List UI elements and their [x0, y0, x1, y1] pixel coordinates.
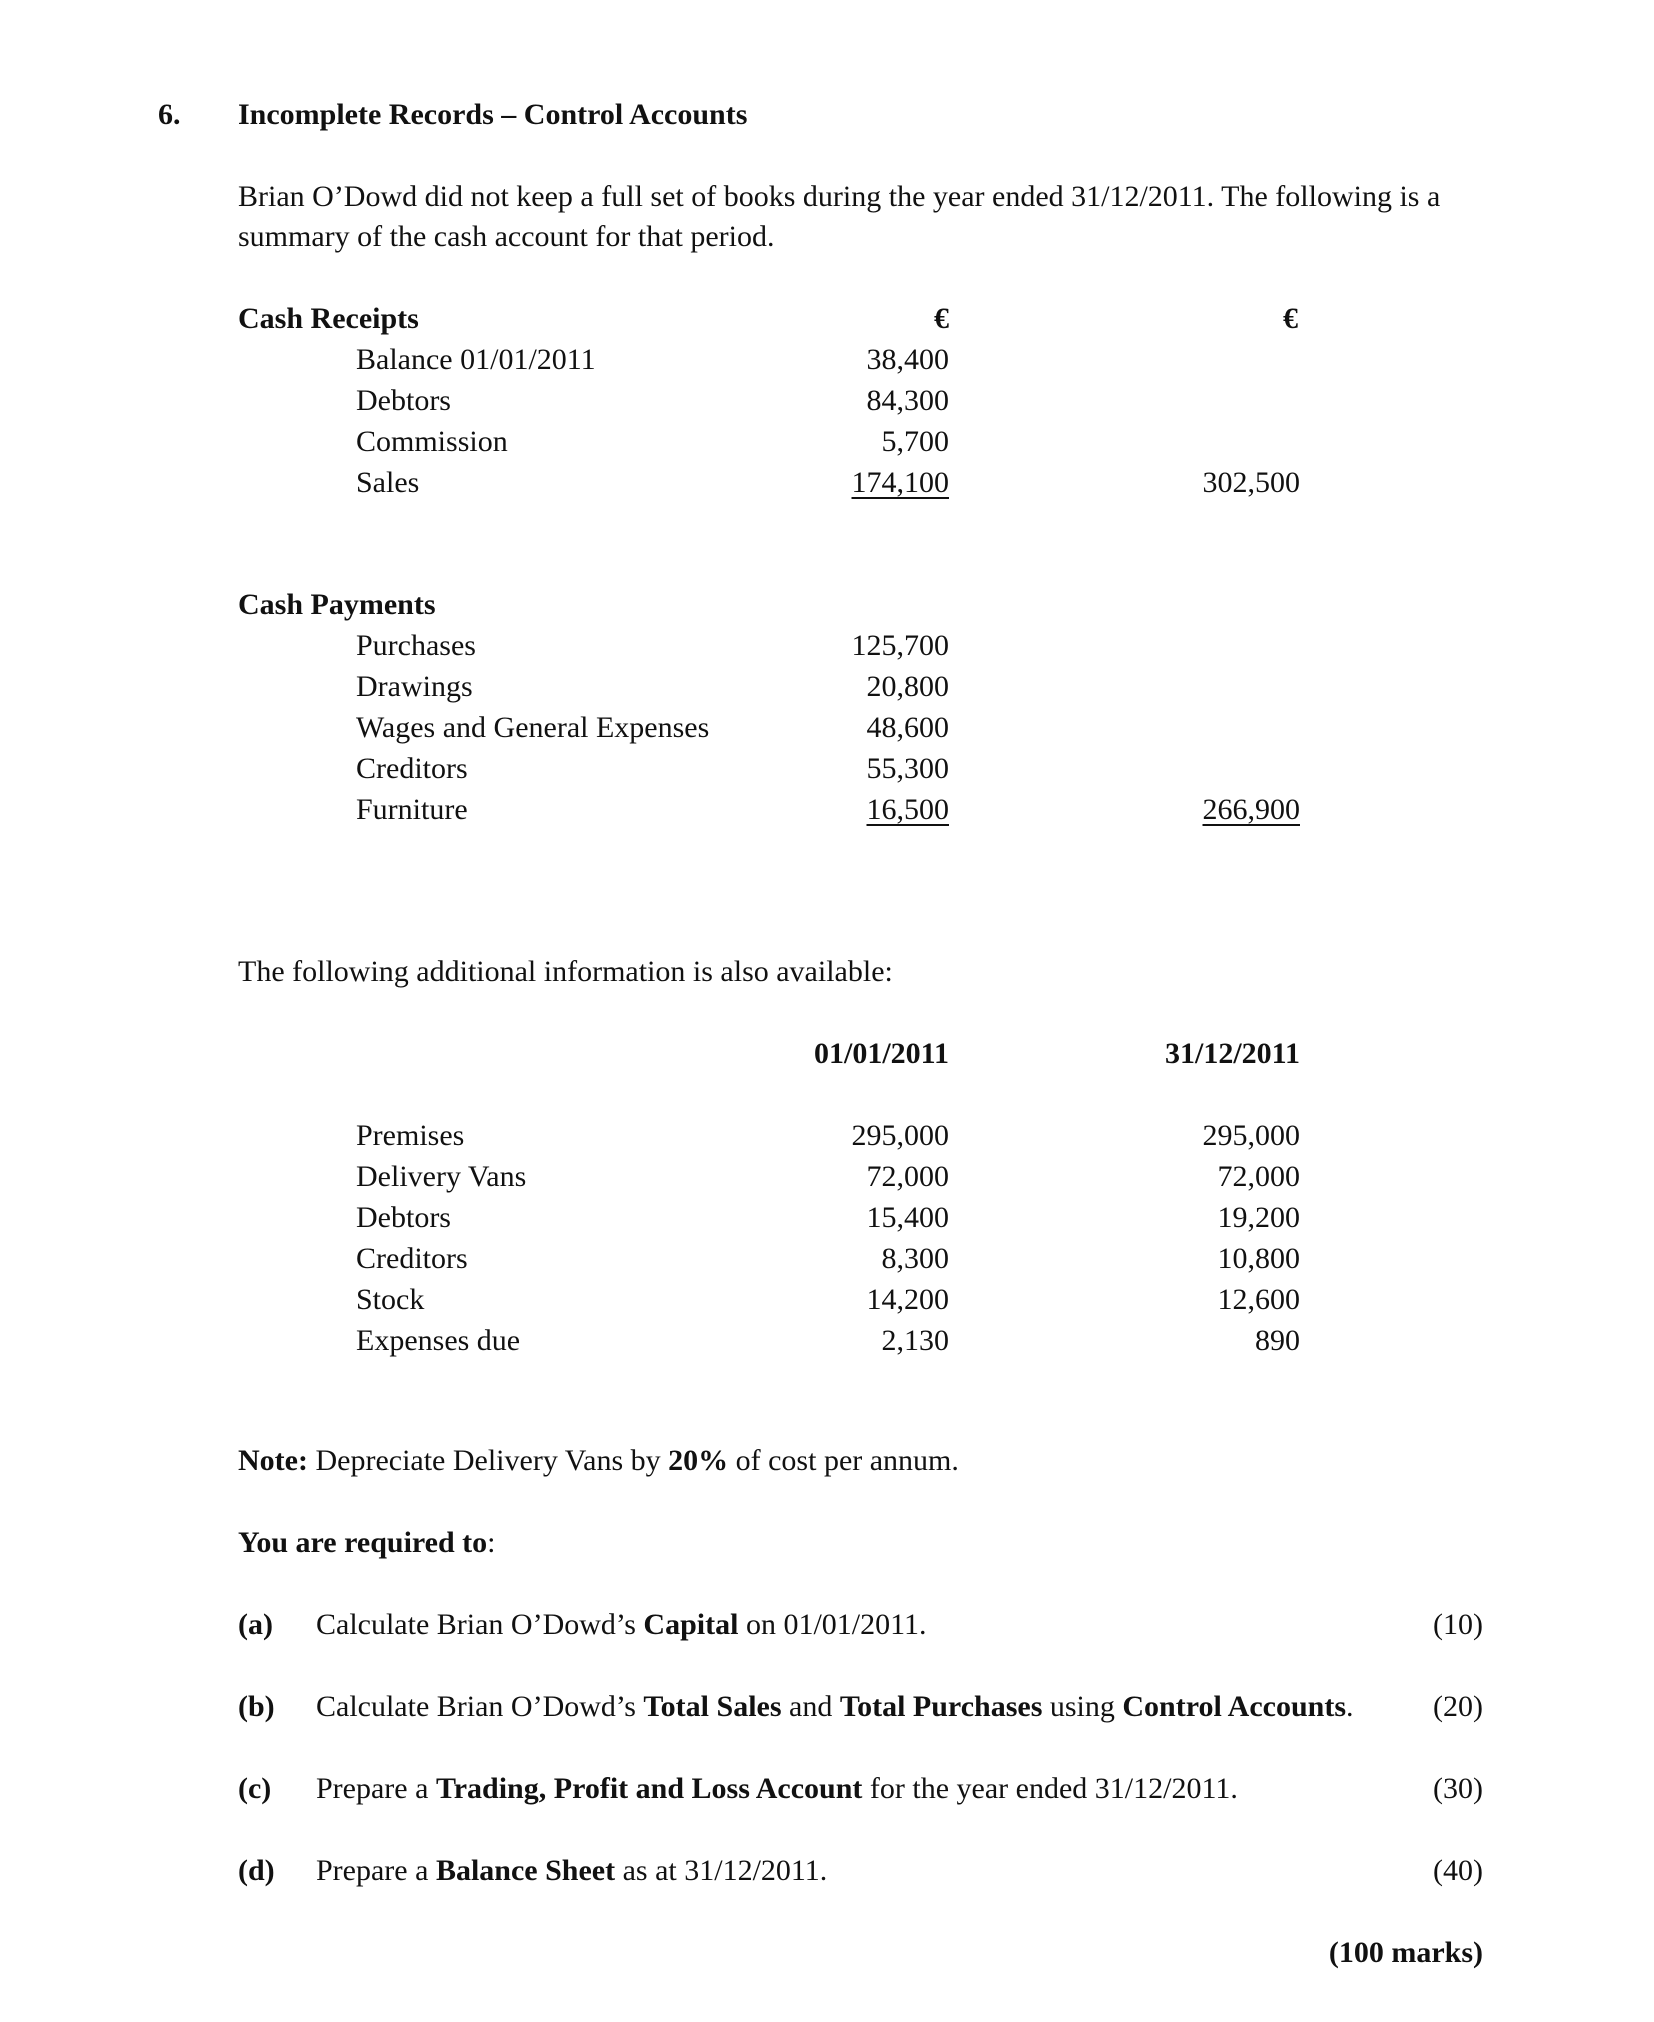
note-percent: 20%	[668, 1444, 729, 1477]
additional-label: Delivery Vans	[356, 1160, 527, 1193]
task-text-segment: using	[1042, 1690, 1123, 1723]
cash-receipts-heading: Cash Receipts	[238, 302, 419, 335]
additional-label: Premises	[356, 1119, 465, 1152]
col-header-start: 01/01/2011	[813, 1037, 949, 1070]
payment-label: Furniture	[356, 793, 468, 826]
note-label: Note:	[238, 1444, 308, 1477]
task-text-segment: .	[1346, 1690, 1354, 1723]
additional-end: 19,200	[1217, 1201, 1300, 1234]
additional-start: 295,000	[851, 1119, 949, 1152]
receipt-label: Balance 01/01/2011	[356, 343, 596, 376]
note-text-before: Depreciate Delivery Vans by	[307, 1444, 669, 1477]
additional-end: 890	[1255, 1324, 1300, 1357]
receipts-total: 302,500	[1202, 466, 1300, 499]
additional-end: 10,800	[1217, 1242, 1300, 1275]
task-marks: (40)	[1433, 1854, 1483, 1887]
additional-label: Stock	[356, 1283, 425, 1316]
payment-label: Drawings	[356, 670, 473, 703]
task-marks: (30)	[1433, 1772, 1483, 1805]
payment-amount: 16,500	[866, 793, 949, 826]
task-text-segment: for the year ended 31/12/2011.	[862, 1772, 1238, 1805]
task-text-segment: on 01/01/2011.	[738, 1608, 927, 1641]
payment-amount: 20,800	[866, 670, 949, 703]
receipt-amount: 38,400	[866, 343, 949, 376]
required-label: You are required to	[238, 1526, 488, 1559]
task-text-segment: Total Purchases	[839, 1690, 1043, 1723]
task-text	[316, 1856, 827, 1886]
question-title: Incomplete Records – Control Accounts	[238, 98, 748, 131]
task-label: (b)	[238, 1690, 275, 1723]
task-text-segment: Control Accounts	[1122, 1690, 1347, 1723]
receipt-label: Sales	[356, 466, 420, 499]
additional-label: Creditors	[356, 1242, 468, 1275]
payment-label: Wages and General Expenses	[356, 711, 710, 744]
task-text-segment: as at 31/12/2011.	[615, 1854, 828, 1887]
required-heading	[238, 1528, 496, 1558]
additional-start: 72,000	[866, 1160, 949, 1193]
currency-col1: €	[934, 302, 949, 335]
task-text	[316, 1774, 1238, 1804]
required-colon: :	[487, 1526, 496, 1559]
task-text-segment: Trading, Profit and Loss Account	[435, 1772, 863, 1805]
question-number: 6.	[158, 98, 181, 131]
receipt-label: Debtors	[356, 384, 451, 417]
payments-total: 266,900	[1202, 793, 1300, 826]
payment-label: Creditors	[356, 752, 468, 785]
receipt-amount: 5,700	[881, 425, 949, 458]
task-marks: (10)	[1433, 1608, 1483, 1641]
task-text-segment: Prepare a	[316, 1772, 436, 1805]
task-label: (a)	[238, 1608, 273, 1641]
receipt-label: Commission	[356, 425, 508, 458]
additional-label: Expenses due	[356, 1324, 521, 1357]
payment-label: Purchases	[356, 629, 476, 662]
task-text-segment: Calculate Brian O’Dowd’s	[316, 1690, 644, 1723]
payment-amount: 125,700	[851, 629, 949, 662]
col-header-end: 31/12/2011	[1164, 1037, 1300, 1070]
payment-amount: 55,300	[866, 752, 949, 785]
total-marks: (100 marks)	[1328, 1936, 1483, 1969]
task-text-segment: and	[781, 1690, 840, 1723]
additional-end: 72,000	[1217, 1160, 1300, 1193]
additional-label: Debtors	[356, 1201, 451, 1234]
task-text	[316, 1610, 927, 1640]
task-label: (d)	[238, 1854, 275, 1887]
task-text-segment: Calculate Brian O’Dowd’s	[316, 1608, 644, 1641]
task-label: (c)	[238, 1772, 272, 1805]
additional-end: 12,600	[1217, 1283, 1300, 1316]
task-text-segment: Prepare a	[316, 1854, 436, 1887]
payment-amount: 48,600	[866, 711, 949, 744]
task-text-segment: Capital	[643, 1608, 739, 1641]
task-marks: (20)	[1433, 1690, 1483, 1723]
additional-start: 2,130	[881, 1324, 949, 1357]
additional-intro: The following additional information is also available:	[238, 955, 893, 988]
task-text-segment: Balance Sheet	[435, 1854, 616, 1887]
additional-end: 295,000	[1202, 1119, 1300, 1152]
additional-start: 8,300	[881, 1242, 949, 1275]
note-line	[238, 1446, 959, 1476]
note-text-after: of cost per annum.	[728, 1444, 959, 1477]
task-text-segment: Total Sales	[643, 1690, 782, 1723]
currency-col2: €	[1283, 302, 1298, 335]
additional-start: 15,400	[866, 1201, 949, 1234]
receipt-amount: 84,300	[866, 384, 949, 417]
intro-line-1: Brian O’Dowd did not keep a full set of books during the year ended 31/12/2011. The following is a	[238, 180, 1441, 213]
task-text	[316, 1692, 1354, 1722]
receipt-amount: 174,100	[851, 466, 949, 499]
cash-payments-heading: Cash Payments	[238, 588, 436, 621]
intro-line-2: summary of the cash account for that period.	[238, 220, 775, 253]
additional-start: 14,200	[866, 1283, 949, 1316]
